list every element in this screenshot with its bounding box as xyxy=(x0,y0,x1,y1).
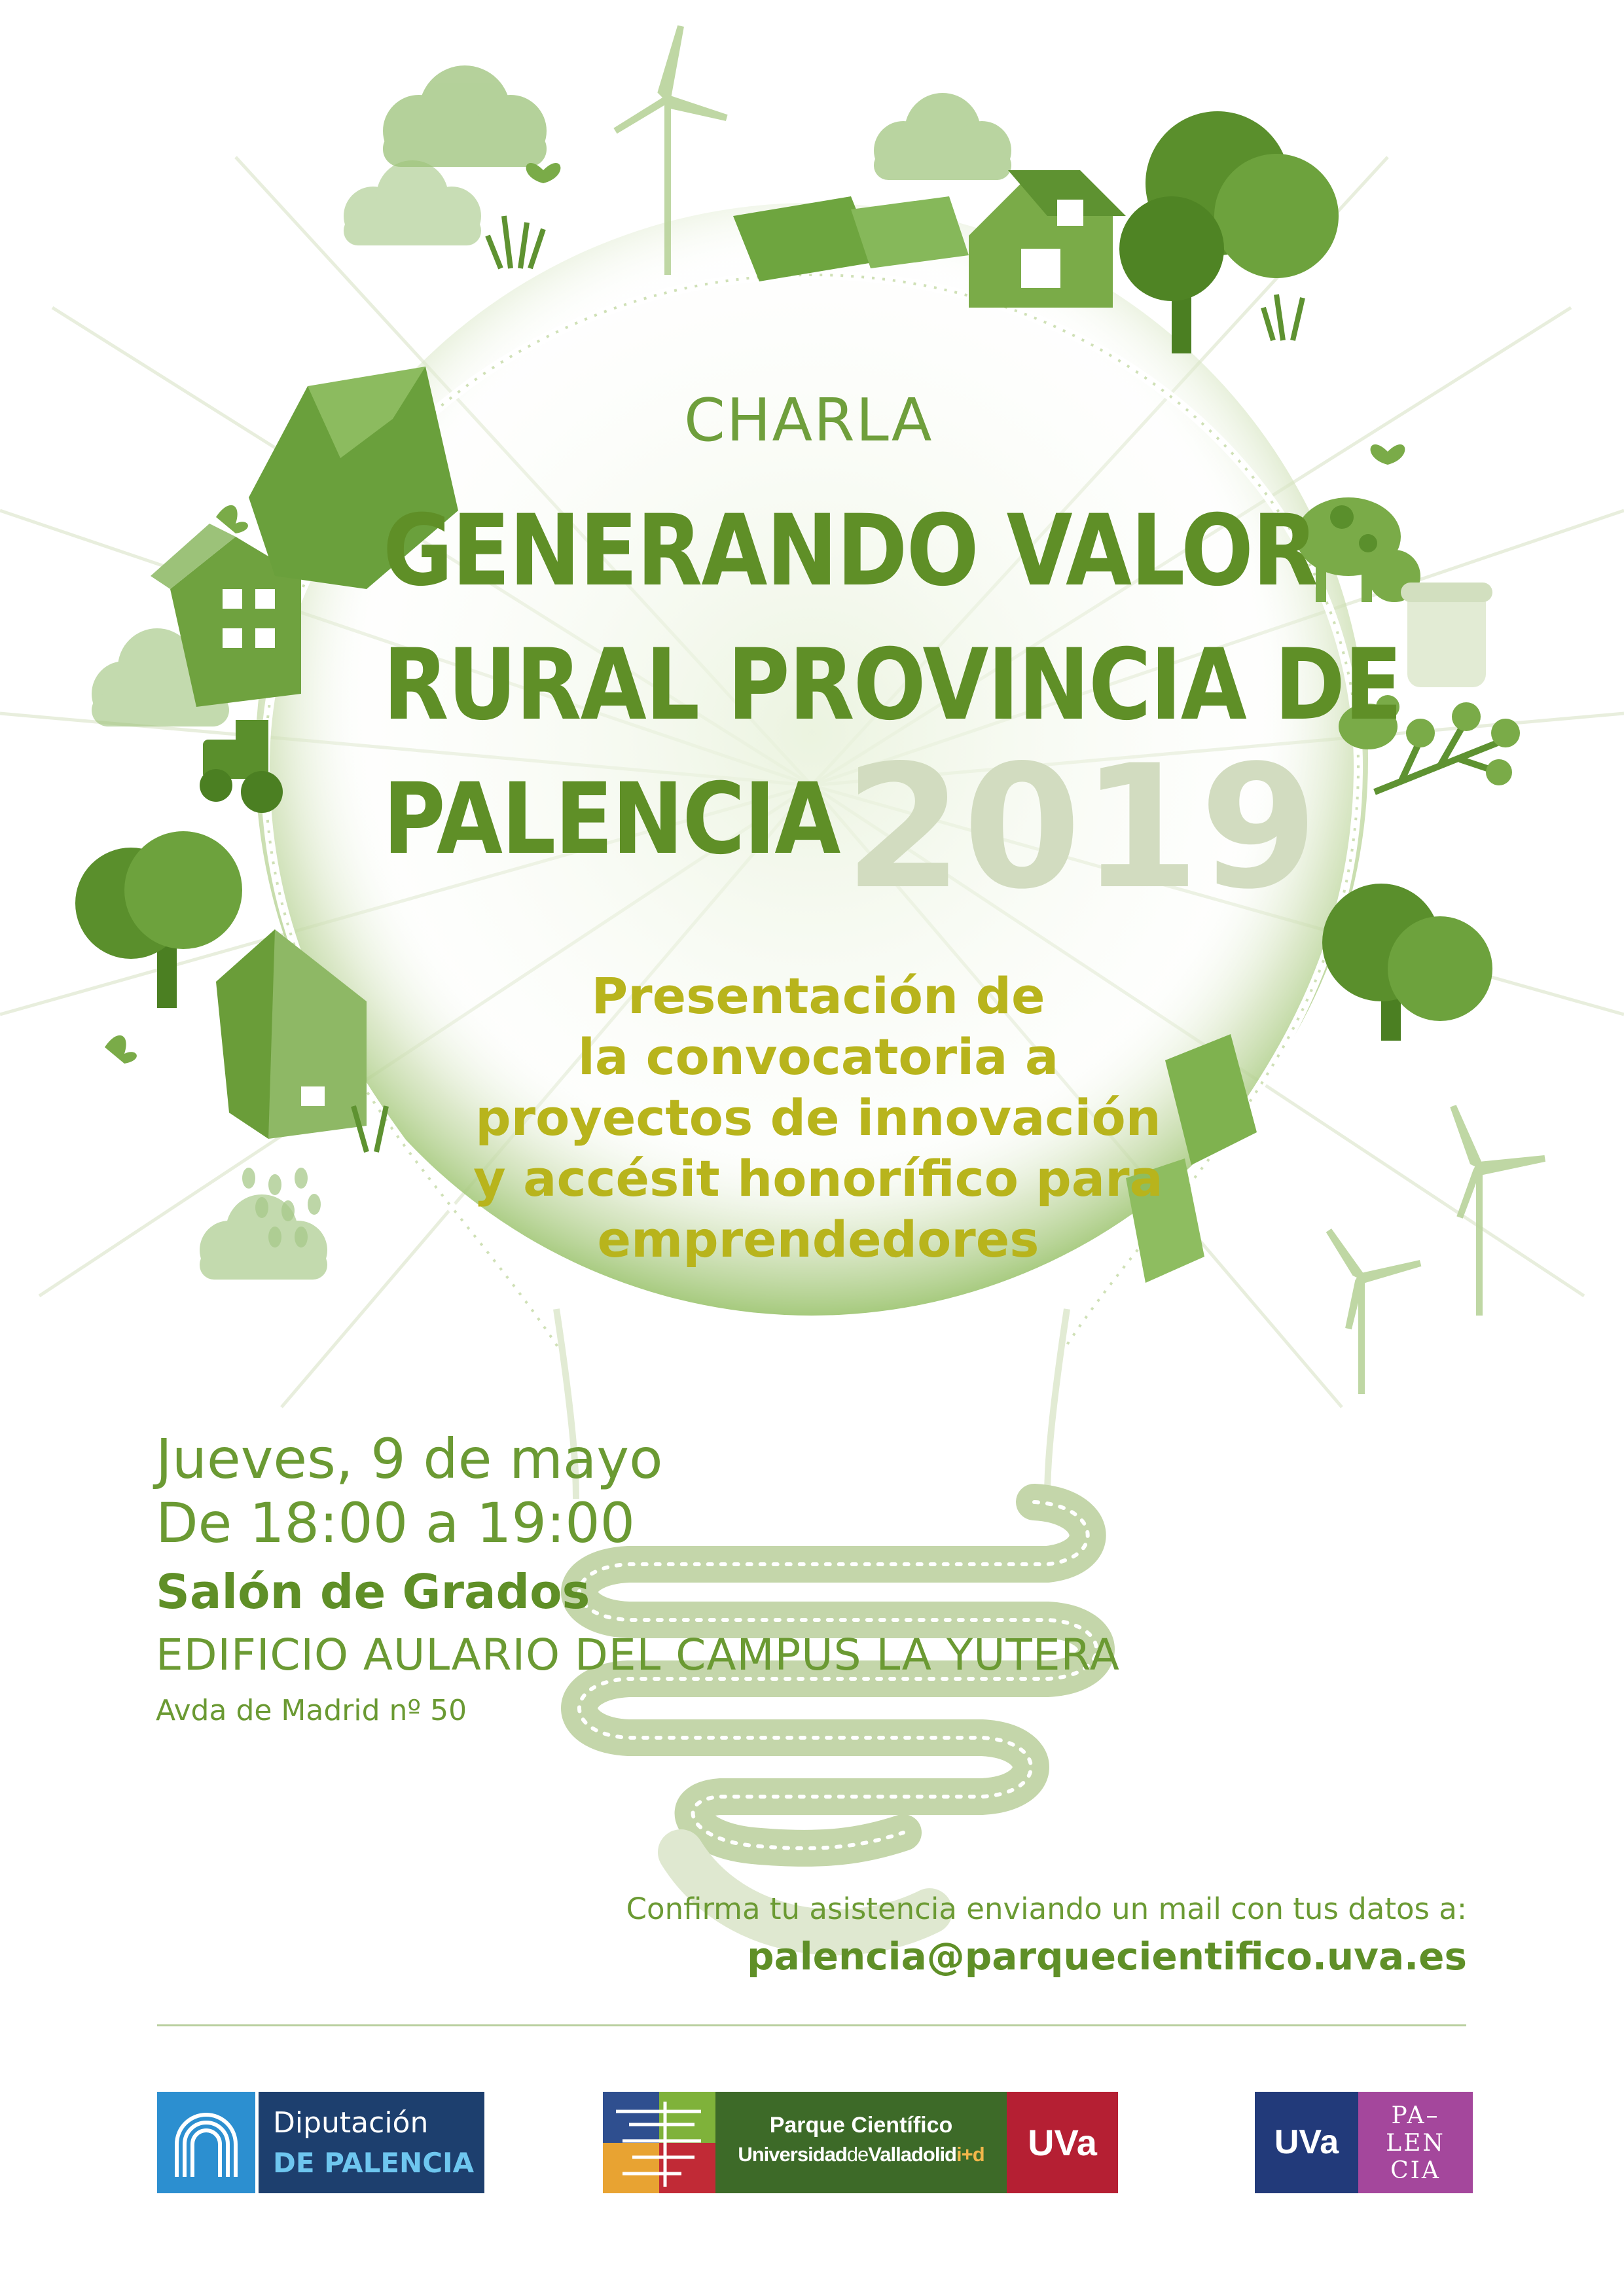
parque-line-1: Parque Científico xyxy=(769,2113,953,2138)
event-description-line-2: la convocatoria a xyxy=(577,1028,1059,1086)
diputacion-line-1: Diputación xyxy=(273,2106,429,2140)
parque-cientifico-logo xyxy=(603,2092,1171,2193)
parque-name xyxy=(715,2092,1007,2193)
diputacion-line-2: DE PALENCIA xyxy=(273,2147,475,2179)
footer-divider xyxy=(157,2024,1466,2026)
parque-graphic-icon xyxy=(603,2092,715,2193)
event-description-line-1: Presentación de xyxy=(591,967,1045,1025)
event-kicker: CHARLA xyxy=(684,386,933,455)
venue-address: Avda de Madrid nº 50 xyxy=(156,1694,467,1727)
diputacion-logo xyxy=(157,2092,484,2193)
event-description-line-5: emprendedores xyxy=(597,1210,1039,1268)
uva-palencia-logo xyxy=(1255,2092,1473,2193)
uva-badge: UVa xyxy=(1255,2092,1358,2193)
diputacion-name xyxy=(259,2092,484,2193)
venue-room: Salón de Grados xyxy=(156,1564,590,1619)
event-schedule xyxy=(156,1427,663,1555)
parque-uva-badge: UVa xyxy=(1007,2092,1118,2193)
silo-icon xyxy=(1401,583,1492,687)
event-title-line-3: PALENCIA xyxy=(383,762,840,876)
event-title-line-2: RURAL PROVINCIA DE xyxy=(383,628,1401,742)
arch-icon xyxy=(157,2092,255,2193)
event-time: De 18:00 a 19:00 xyxy=(156,1491,636,1555)
event-title-line-1: GENERANDO VALOR xyxy=(383,494,1317,608)
event-day: Jueves, 9 de mayo xyxy=(156,1427,663,1491)
venue-building: EDIFICIO AULARIO DEL CAMPUS LA YUTERA xyxy=(156,1630,1120,1680)
rsvp-email-link[interactable]: palencia@parquecientifico.uva.es xyxy=(747,1934,1467,1979)
event-description-line-4: y accésit honorífico para xyxy=(473,1149,1163,1208)
event-description-line-3: proyectos de innovación xyxy=(475,1088,1161,1147)
event-year: 2019 xyxy=(844,729,1318,927)
event-description xyxy=(458,965,1178,1270)
parque-line-2: UniversidaddeValladolidi+d xyxy=(738,2143,984,2166)
palencia-badge: PA– LEN CIA xyxy=(1358,2092,1473,2193)
rsvp-text: Confirma tu asistencia enviando un mail con tus datos a: xyxy=(626,1892,1467,1926)
